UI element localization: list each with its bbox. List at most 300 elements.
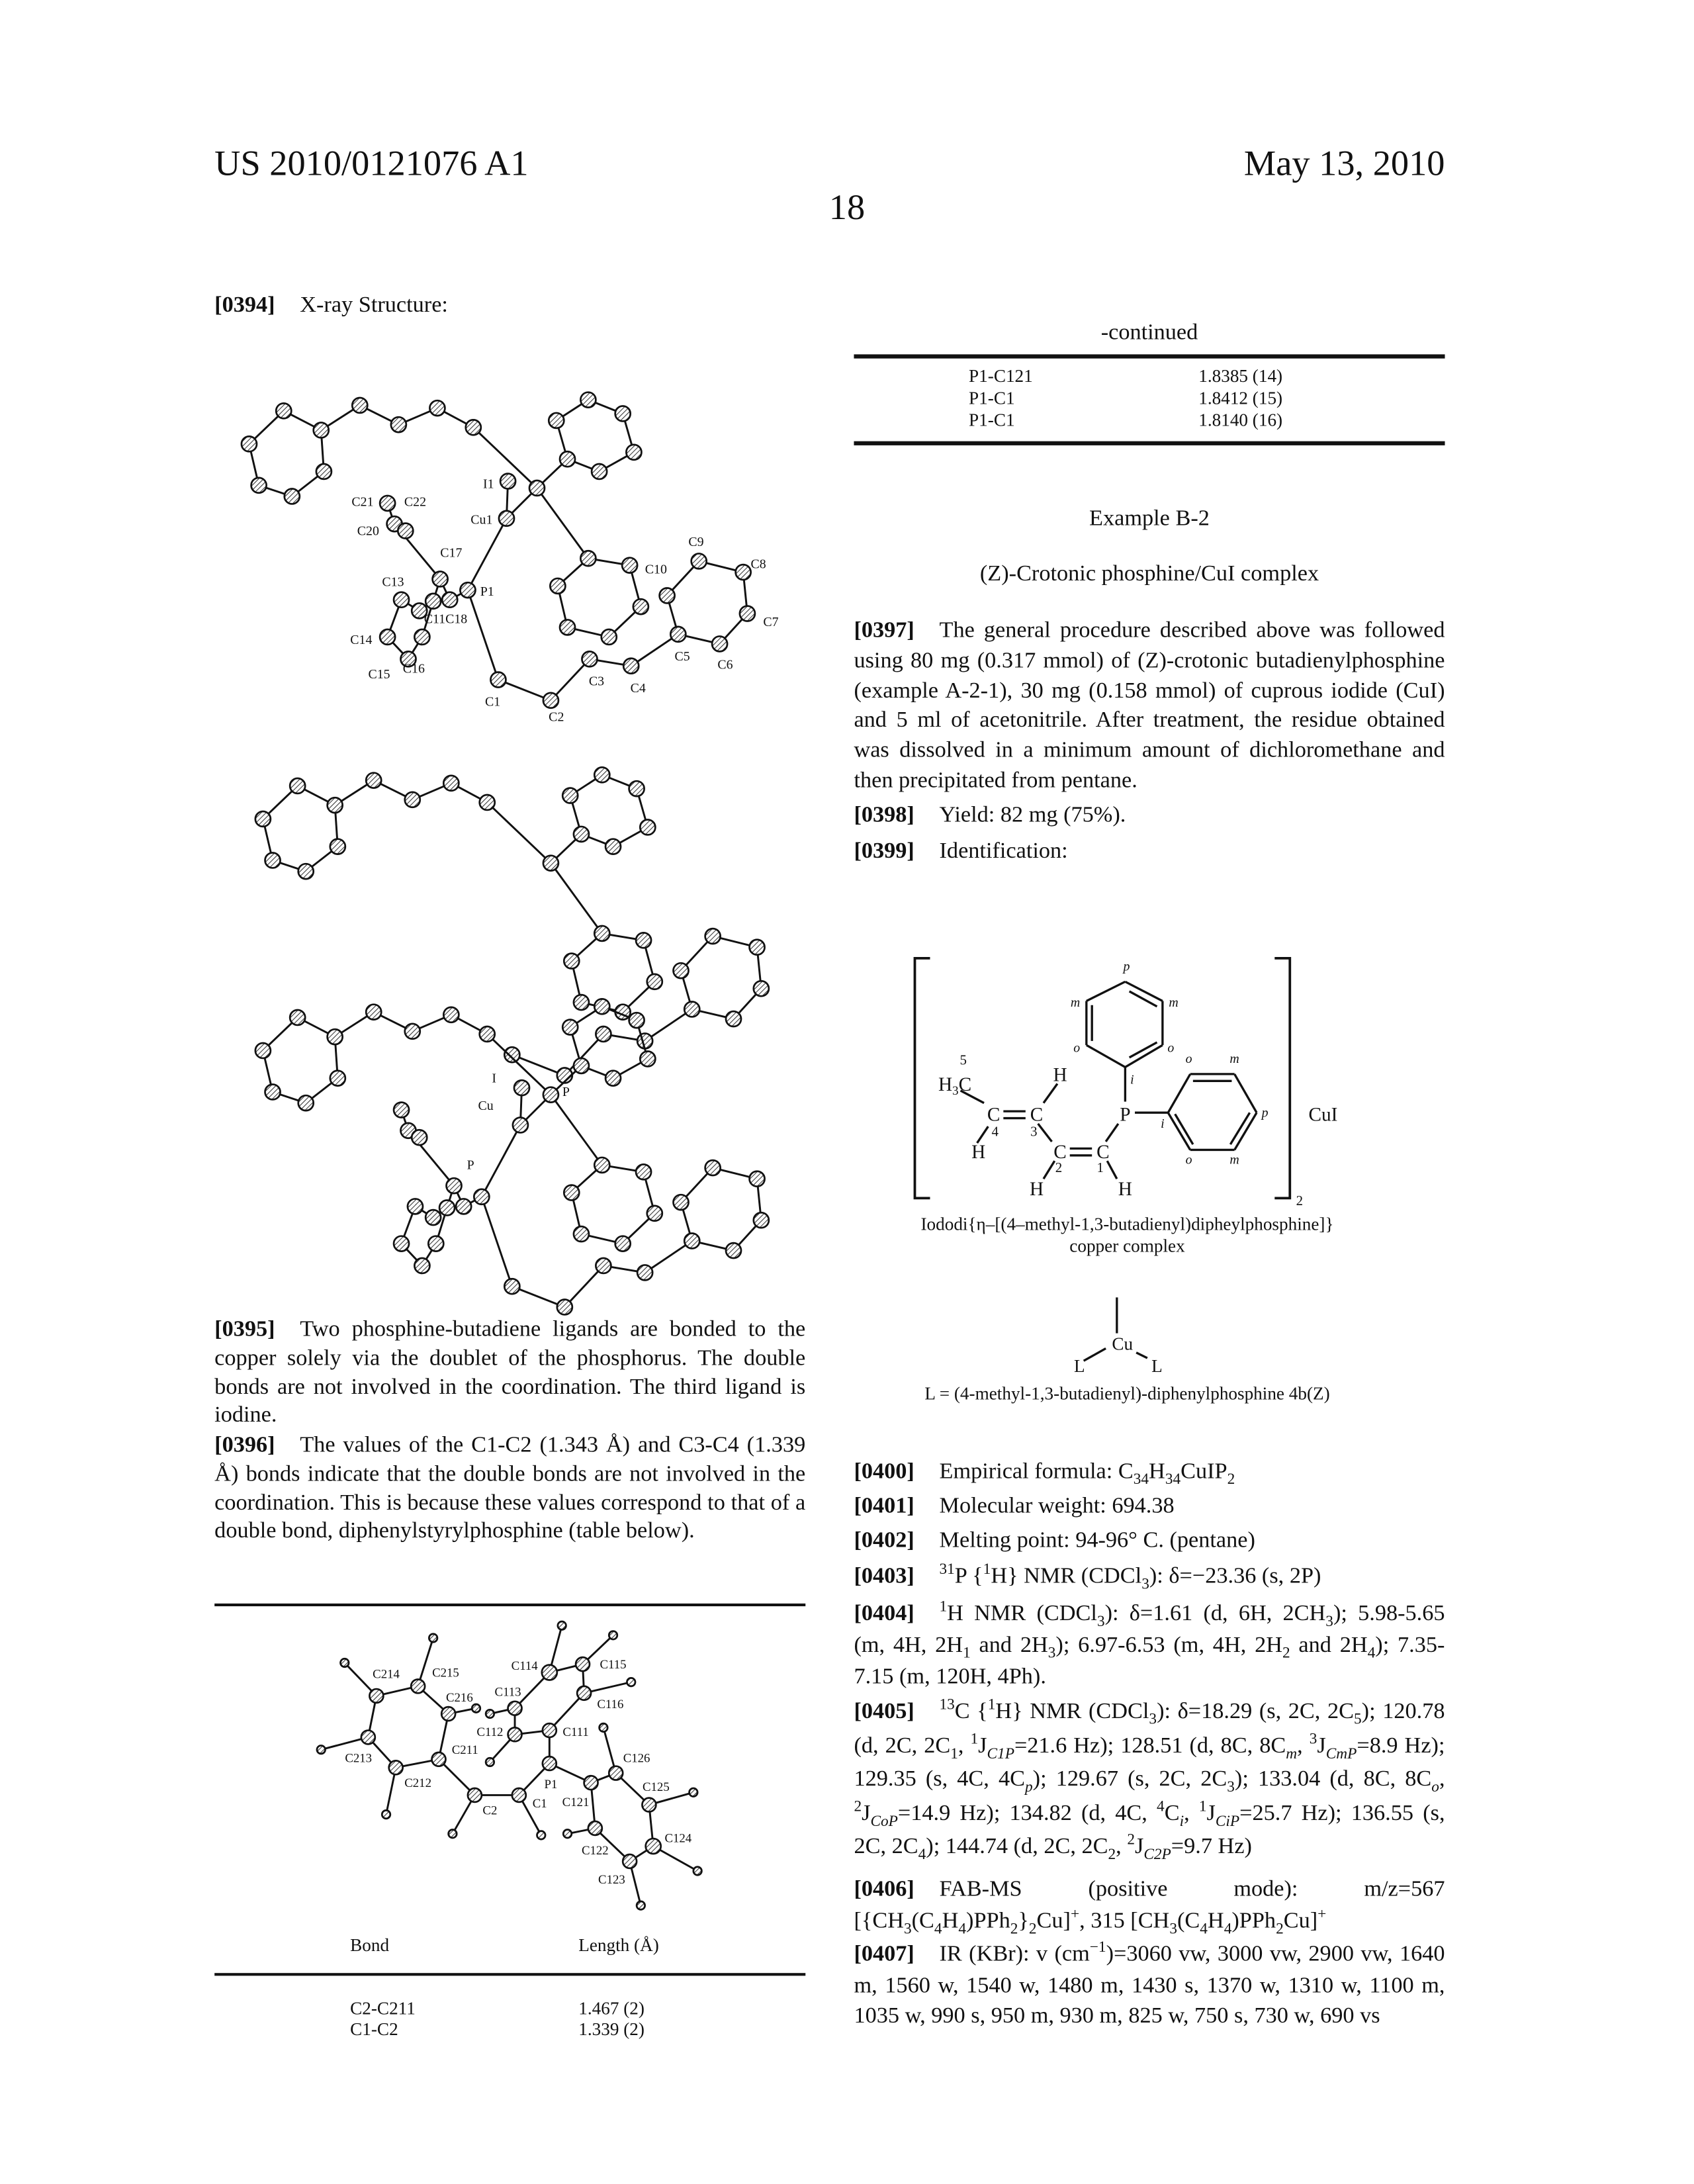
- atom-label: C20: [357, 523, 379, 538]
- atom-label: C: [987, 1105, 1001, 1126]
- atom-label: 4: [992, 1124, 999, 1140]
- bond-line: [564, 1265, 603, 1306]
- atom-sphere: [504, 1047, 519, 1062]
- atom-sphere: [242, 436, 257, 451]
- paragraph-number: [0402]: [854, 1526, 914, 1553]
- atom-label: 5: [959, 1052, 966, 1068]
- atom-sphere: [330, 1071, 345, 1086]
- atom-label: C6: [717, 657, 733, 672]
- paragraph-number: [0395]: [214, 1315, 275, 1342]
- continued-label: -continued: [854, 318, 1445, 346]
- atom-sphere: [626, 445, 641, 460]
- methyl-subscript: 3: [952, 1084, 958, 1098]
- atom-sphere: [627, 1678, 635, 1686]
- atom-sphere: [560, 451, 575, 467]
- paragraph-text: IR (KBr): v (cm: [940, 1940, 1090, 1966]
- bond-line: [631, 634, 678, 666]
- atom-label: H: [1053, 1064, 1067, 1085]
- sub-text: 4: [1224, 1921, 1232, 1938]
- atom-sphere: [580, 551, 596, 566]
- sup-text: +: [1317, 1906, 1326, 1923]
- atom-sphere: [640, 820, 655, 835]
- atom-label: C8: [751, 557, 766, 571]
- atom-label: P1: [480, 584, 494, 599]
- atom-sphere: [577, 1686, 591, 1700]
- atom-sphere: [449, 1830, 457, 1838]
- atom-sphere: [414, 629, 429, 645]
- atom-sphere: [623, 1854, 637, 1868]
- atom-sphere: [543, 1756, 557, 1770]
- sub-text: 2: [1029, 1921, 1037, 1938]
- isub-text: C1P: [987, 1745, 1014, 1762]
- atom-label: C11C18: [424, 612, 468, 627]
- table-row-length: 1.8412 (15): [1198, 387, 1282, 409]
- paragraph-text: H: [942, 1907, 959, 1933]
- atom-sphere: [433, 572, 448, 587]
- sup-text: −1: [1090, 1939, 1106, 1956]
- paragraph-text: }: [1018, 1907, 1028, 1933]
- atom-sphere: [588, 1821, 602, 1835]
- sup-text: 4: [1157, 1798, 1165, 1815]
- atom-sphere: [298, 864, 314, 879]
- sub-text: 3: [904, 1921, 912, 1938]
- right-bracket: [1274, 958, 1290, 1198]
- paragraph-text: and 2H: [1290, 1631, 1368, 1658]
- atom-label: 2: [1296, 1193, 1303, 1208]
- bond-line: [551, 1095, 602, 1165]
- atom-sphere: [623, 659, 639, 674]
- paragraph-text: )PPh: [966, 1907, 1010, 1933]
- bond-line: [468, 590, 498, 680]
- atom-sphere: [564, 954, 579, 969]
- sup-text: 13: [940, 1697, 955, 1713]
- paragraph-text: )=3060 vw, 3000 vw, 2900 vw, 1640 m, 1560 w, 1540 w, 1480 m, 1430 s, 1370 w, 1310 w, 1100 m, 1035 w, 990 s, 950 m, 930 m, 825 w, 750 s, 730 w, 690 vs: [854, 1940, 1445, 2028]
- paragraph-text: J: [978, 1731, 987, 1758]
- ligand-definition: L = (4-methyl-1,3-butadienyl)-diphenylphosphine 4b(Z): [854, 1383, 1400, 1405]
- bond-line: [645, 1009, 692, 1041]
- paragraph-text: J: [862, 1799, 870, 1825]
- atom-sphere: [486, 1758, 494, 1766]
- atom-sphere: [529, 480, 545, 496]
- atom-sphere: [726, 1243, 741, 1258]
- atom-sphere: [512, 1788, 526, 1802]
- isub-text: C2P: [1143, 1847, 1171, 1864]
- table-row-length: 1.467 (2): [578, 1998, 645, 2020]
- atom-sphere: [633, 599, 648, 614]
- atom-sphere: [582, 651, 597, 666]
- example-title: Example B-2: [854, 504, 1445, 532]
- paragraph-number: [0405]: [854, 1698, 914, 1724]
- bond-line: [1038, 1124, 1052, 1142]
- atom-label: C: [1096, 1142, 1110, 1163]
- atom-label: C15: [369, 667, 390, 682]
- paragraph-text: P {: [955, 1562, 983, 1588]
- sub-text: 5: [1354, 1711, 1362, 1728]
- xray-structure-1: [242, 392, 779, 725]
- atom-sphere: [414, 1258, 429, 1273]
- atom-label: H: [1030, 1179, 1044, 1200]
- paragraph-text: ,: [1116, 1833, 1127, 1859]
- sup-text: 1: [940, 1599, 948, 1615]
- atom-label: o: [1073, 1041, 1080, 1056]
- paragraph-number: [0394]: [214, 291, 275, 318]
- atom-sphere: [352, 398, 367, 413]
- atom-label: 1: [1097, 1160, 1104, 1175]
- atom-sphere: [466, 420, 481, 435]
- paragraph-text: )PPh: [1231, 1907, 1276, 1933]
- atom-sphere: [405, 792, 420, 807]
- atom-label: L: [1074, 1356, 1085, 1376]
- paragraph-text: H: [1208, 1907, 1224, 1933]
- atom-sphere: [369, 1689, 383, 1703]
- sub-text: 2: [1010, 1921, 1018, 1938]
- paragraph-text: The general procedure described above was followed using 80 mg (0.317 mmol) of (Z)-crotonic butadienylphosphine (example A-2-1), 30 mg (0.158 mmol) of cuprous iodide (CuI) and 5 ml of acetonitrile. After treatment, the residue obtained was dissolved in a minimum amount of dichloromethane and then precipitated from pentane.: [854, 616, 1445, 793]
- atom-sphere: [265, 1085, 281, 1100]
- atom-label: H: [1118, 1179, 1132, 1200]
- sub-text: 2: [1282, 1645, 1290, 1662]
- paragraph-text: J: [1317, 1731, 1325, 1758]
- atom-label: C211: [452, 1743, 478, 1757]
- paragraph-text: ); 133.04 (d, 8C, 8C: [1235, 1765, 1431, 1792]
- atom-sphere: [480, 795, 495, 810]
- atom-sphere: [341, 1659, 349, 1666]
- ring-bond: [1168, 1113, 1190, 1150]
- paragraph-text: Cu]: [1037, 1907, 1071, 1933]
- atom-label: i: [1130, 1073, 1134, 1087]
- atom-sphere: [550, 578, 565, 594]
- paragraph-text: Identification:: [940, 837, 1068, 864]
- atom-sphere: [740, 606, 755, 621]
- paragraph-number: [0401]: [854, 1492, 914, 1518]
- bond-line: [1044, 1083, 1057, 1103]
- atom-label: C13: [382, 574, 404, 589]
- atom-sphere: [317, 1745, 326, 1753]
- paragraph-text: ); 120.78 (d, 2C, 2C: [854, 1698, 1445, 1758]
- atom-sphere: [508, 1702, 522, 1715]
- isub-text: m: [1286, 1745, 1297, 1762]
- paragraph-text: ,: [958, 1731, 971, 1758]
- atom-sphere: [642, 1798, 656, 1812]
- cu-ligand-bond: [1136, 1353, 1147, 1358]
- page-number: 18: [817, 187, 877, 228]
- atom-sphere: [594, 999, 609, 1014]
- atom-label: C213: [345, 1751, 372, 1765]
- atom-sphere: [394, 1103, 409, 1118]
- bond-line: [645, 1241, 692, 1273]
- paragraph-text: H} NMR (CDCl: [995, 1698, 1149, 1724]
- paragraph-text: ): δ=18.29 (s, 2C, 2C: [1157, 1698, 1354, 1724]
- atom-sphere: [425, 1210, 441, 1225]
- atom-sphere: [439, 1201, 455, 1216]
- atom-sphere: [600, 1723, 608, 1731]
- atom-label: C3: [589, 674, 604, 688]
- atom-label: C126: [623, 1751, 650, 1765]
- paragraph-text: Melting point: 94-96° C. (pentane): [940, 1526, 1255, 1553]
- atom-sphere: [736, 565, 751, 580]
- atom-sphere: [447, 1178, 462, 1193]
- atom-sphere: [543, 1723, 557, 1737]
- sub-text: 1: [950, 1745, 958, 1762]
- atom-label: m: [1169, 995, 1178, 1010]
- paragraph-text: ): δ=−23.36 (s, 2P): [1149, 1562, 1321, 1588]
- atom-label: C22: [404, 495, 426, 510]
- atom-sphere: [460, 582, 475, 598]
- paragraph-text: =21.6 Hz); 128.51 (d, 8C, 8C: [1014, 1731, 1286, 1758]
- atom-sphere: [443, 776, 459, 791]
- bond-line: [487, 802, 551, 863]
- atom-label: C114: [512, 1659, 539, 1673]
- paragraph-text: ); 5.98-5.65 (m, 4H, 2H: [854, 1600, 1445, 1657]
- atom-label: m: [1071, 995, 1080, 1010]
- atom-sphere: [276, 403, 291, 418]
- bond-line: [1107, 1161, 1117, 1179]
- paragraph-text: J: [1135, 1833, 1143, 1859]
- atom-sphere: [646, 1839, 661, 1854]
- atom-sphere: [558, 1621, 566, 1629]
- paragraph-text: =14.9 Hz); 134.82 (d, 4C,: [898, 1799, 1157, 1825]
- ring-double-bond: [1130, 991, 1157, 1007]
- ortep-structure: [317, 1621, 701, 1909]
- atom-sphere: [574, 1058, 589, 1073]
- sub-text: 4: [1200, 1921, 1208, 1938]
- atom-sphere: [408, 1199, 423, 1214]
- ring-bond: [1168, 1074, 1190, 1113]
- sup-text: 1: [1199, 1798, 1207, 1815]
- left-bracket: [914, 958, 930, 1198]
- atom-label: C14: [350, 633, 372, 647]
- sup-text: 2: [854, 1798, 862, 1815]
- atom-sphere: [468, 1788, 482, 1802]
- atom-sphere: [726, 1011, 741, 1026]
- sub-text: 3: [1227, 1779, 1235, 1796]
- atom-sphere: [500, 474, 515, 489]
- isub-text: CiP: [1216, 1813, 1239, 1830]
- atom-label: C121: [562, 1796, 590, 1809]
- atom-sphere: [366, 773, 381, 788]
- atom-label: i: [1161, 1116, 1165, 1131]
- atom-label: C17: [440, 546, 462, 561]
- atom-sphere: [508, 1727, 522, 1741]
- paragraph-text: Cu]: [1284, 1907, 1317, 1933]
- atom-label: C122: [582, 1844, 609, 1858]
- paragraph-number: [0407]: [854, 1940, 914, 1966]
- atom-sphere: [456, 1199, 471, 1214]
- paragraph-text: ); 144.74 (d, 2C, 2C: [926, 1833, 1108, 1859]
- table-row-length: 1.8140 (16): [1198, 410, 1282, 432]
- atom-label: C216: [446, 1691, 473, 1705]
- atom-sphere: [380, 629, 395, 645]
- atom-label: Cu1: [470, 513, 492, 527]
- atom-sphere: [443, 1007, 459, 1023]
- sub-text: 3: [1097, 1614, 1105, 1630]
- atom-label: C4: [631, 681, 646, 696]
- atom-sphere: [290, 778, 305, 794]
- atom-sphere: [660, 588, 675, 604]
- atom-sphere: [592, 464, 607, 479]
- paragraph-text: ,: [1184, 1799, 1199, 1825]
- atom-sphere: [640, 1052, 655, 1067]
- atom-sphere: [636, 933, 651, 948]
- bond-line: [551, 659, 590, 700]
- atom-sphere: [562, 1020, 578, 1035]
- atom-sphere: [560, 619, 575, 635]
- sub-text: 3: [1048, 1645, 1056, 1662]
- atom-sphere: [382, 1810, 390, 1818]
- atom-label: p: [1261, 1106, 1269, 1120]
- atom-sphere: [574, 827, 589, 842]
- atom-sphere: [428, 1236, 443, 1251]
- atom-sphere: [674, 963, 689, 978]
- patent-page: [0, 0, 1694, 2184]
- paragraph-text: (C: [912, 1907, 934, 1933]
- sub-text: 4: [958, 1921, 966, 1938]
- paragraph-number: [0406]: [854, 1875, 914, 1901]
- atom-label: I: [492, 1071, 496, 1085]
- atom-label: o: [1167, 1041, 1174, 1056]
- atom-sphere: [622, 558, 637, 573]
- bond-line: [551, 863, 602, 933]
- atom-sphere: [543, 693, 558, 708]
- patent-number: US 2010/0121076 A1: [214, 144, 528, 185]
- sub-text: 4: [918, 1847, 926, 1864]
- atom-label: C215: [432, 1666, 459, 1680]
- atom-sphere: [486, 1709, 494, 1717]
- atom-sphere: [629, 781, 645, 796]
- bond-line: [468, 518, 507, 590]
- atom-sphere: [754, 1212, 769, 1228]
- paragraph-text: and 2H: [971, 1631, 1048, 1658]
- publication-date: May 13, 2010: [1244, 144, 1445, 185]
- paragraph-number: [0397]: [854, 616, 914, 643]
- table-row-length: 1.8385 (14): [1198, 365, 1282, 387]
- atom-label: o: [1186, 1052, 1192, 1066]
- atom-sphere: [574, 995, 589, 1010]
- atom-label: 2: [1055, 1160, 1062, 1175]
- atom-sphere: [574, 1226, 589, 1242]
- paragraph-text: CuIP: [1181, 1457, 1227, 1484]
- atom-label: C1: [533, 1797, 547, 1811]
- paragraph-text: H: [1149, 1457, 1165, 1484]
- atom-sphere: [684, 1234, 699, 1249]
- paragraph-text: =9.7 Hz): [1171, 1833, 1252, 1859]
- atom-label: CuI: [1309, 1105, 1338, 1126]
- atom-sphere: [480, 1026, 495, 1042]
- atom-label: p: [1122, 960, 1130, 974]
- atom-sphere: [629, 1013, 645, 1028]
- paragraph-text: C: [1165, 1799, 1180, 1825]
- atom-sphere: [605, 1071, 621, 1086]
- ring-bond: [1087, 1045, 1126, 1067]
- isub-text: CmP: [1326, 1745, 1357, 1762]
- paragraph-text: FAB-MS (positive mode): m/z=567 [{CH: [854, 1875, 1445, 1933]
- atom-label: P: [1120, 1105, 1130, 1126]
- paragraph-number: [0398]: [854, 801, 914, 827]
- atom-sphere: [474, 1189, 489, 1205]
- atom-label: Cu: [478, 1099, 494, 1113]
- sub-text: 4: [1368, 1645, 1376, 1662]
- atom-sphere: [647, 1206, 662, 1221]
- atom-sphere: [609, 1631, 617, 1640]
- example-subtitle: (Z)-Crotonic phosphine/CuI complex: [854, 560, 1445, 588]
- paragraph-number: [0396]: [214, 1431, 275, 1457]
- sub-text: 1: [963, 1645, 971, 1662]
- sup-text: 31: [940, 1561, 955, 1578]
- atom-sphere: [328, 797, 343, 813]
- sub-text: 3: [1169, 1921, 1177, 1938]
- atom-sphere: [690, 1788, 698, 1796]
- paragraph-number: [0400]: [854, 1457, 914, 1484]
- atom-sphere: [594, 1158, 609, 1173]
- paragraph-number: [0404]: [854, 1600, 914, 1626]
- atom-label: o: [1186, 1152, 1192, 1167]
- atom-label: Cu: [1112, 1334, 1133, 1354]
- atom-sphere: [366, 1005, 381, 1020]
- atom-sphere: [290, 1010, 305, 1025]
- structure-caption-line2: copper complex: [854, 1236, 1400, 1257]
- atom-sphere: [316, 464, 332, 479]
- chemical-structure: [914, 958, 1337, 1376]
- paragraph-text: Yield: 82 mg (75%).: [940, 801, 1126, 827]
- atom-sphere: [557, 1300, 572, 1315]
- atom-sphere: [411, 1679, 425, 1693]
- ring-bond: [1235, 1074, 1257, 1113]
- bond-line: [537, 488, 588, 558]
- cu-ligand-bond: [1084, 1348, 1106, 1361]
- paragraph-text: C {: [955, 1698, 988, 1724]
- methyl-label: [938, 1074, 971, 1098]
- atom-sphere: [285, 489, 300, 504]
- atom-label: C21: [351, 495, 373, 510]
- sub-text: 34: [1165, 1471, 1181, 1488]
- atom-label: C10: [645, 563, 667, 577]
- paragraph-text: Empirical formula: C: [940, 1457, 1134, 1484]
- atom-sphere: [693, 1867, 702, 1875]
- methyl-c: C: [959, 1074, 972, 1095]
- table-row-bond: P1-C1: [969, 410, 1015, 432]
- atom-label: C: [1030, 1105, 1044, 1126]
- paragraph-text: Molecular weight: 694.38: [940, 1492, 1175, 1518]
- atom-sphere: [563, 1830, 572, 1838]
- atom-sphere: [543, 856, 558, 871]
- paragraph-text: H NMR (CDCl: [947, 1600, 1097, 1626]
- atom-sphere: [394, 1236, 409, 1251]
- ring-bond: [1087, 981, 1126, 1001]
- bond-line: [1044, 1161, 1055, 1179]
- bond-line: [482, 1125, 521, 1197]
- sup-text: 1: [983, 1561, 991, 1578]
- paragraph-text: ); 129.67 (s, 2C, 2C: [1033, 1765, 1227, 1792]
- atom-sphere: [499, 511, 514, 526]
- sub-text: 3: [1149, 1711, 1157, 1728]
- atom-label: C111: [562, 1725, 588, 1739]
- atom-sphere: [705, 929, 721, 944]
- paragraph-text: ); 6.97-6.53 (m, 4H, 2H: [1055, 1631, 1282, 1658]
- isub-text: o: [1431, 1779, 1439, 1796]
- atom-label: C125: [643, 1780, 670, 1794]
- paragraph-text: , 315 [CH: [1079, 1907, 1169, 1933]
- sup-text: 1: [988, 1697, 996, 1713]
- paragraph-text: ,: [1297, 1731, 1310, 1758]
- atom-sphere: [647, 974, 662, 989]
- paragraph-text: X-ray Structure:: [300, 291, 448, 318]
- atom-label: C7: [763, 615, 778, 629]
- atom-label: C113: [495, 1685, 521, 1699]
- atom-sphere: [705, 1160, 721, 1175]
- sub-text: 2: [1227, 1471, 1235, 1488]
- atom-label: C115: [600, 1658, 627, 1672]
- atom-sphere: [543, 1087, 558, 1103]
- atom-sphere: [429, 400, 445, 416]
